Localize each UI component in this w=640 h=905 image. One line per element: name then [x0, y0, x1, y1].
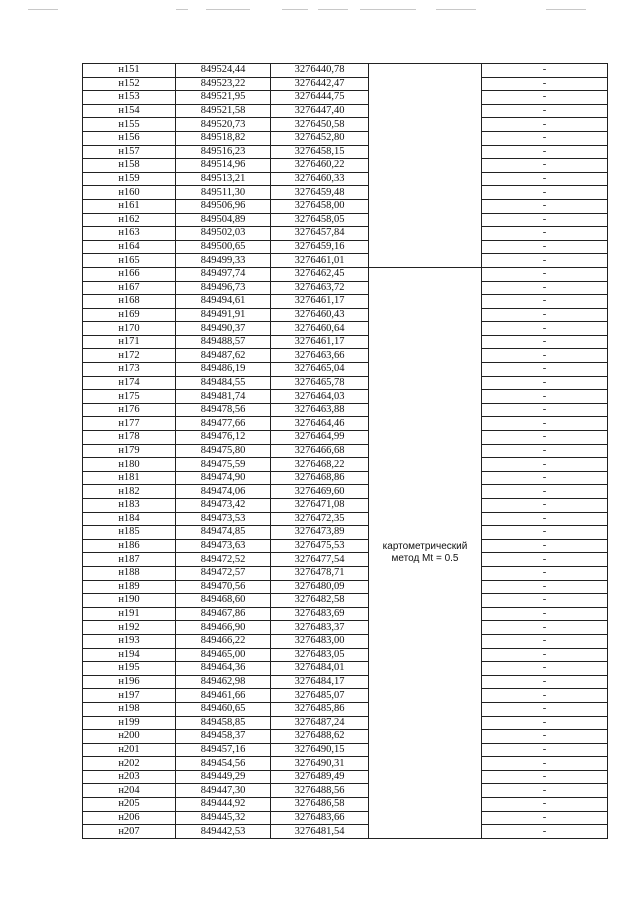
description-cell: -: [482, 526, 608, 540]
table-row: [83, 403, 608, 417]
description-cell: -: [482, 91, 608, 105]
x-coordinate-cell: 849481,74: [176, 390, 271, 404]
point-name-cell: н205: [83, 798, 176, 812]
table-row: [83, 675, 608, 689]
x-coordinate-cell: 849461,66: [176, 689, 271, 703]
x-coordinate-cell: 849454,56: [176, 757, 271, 771]
y-coordinate-cell: 3276483,00: [271, 634, 369, 648]
x-coordinate-cell: 849513,21: [176, 172, 271, 186]
point-name-cell: н182: [83, 485, 176, 499]
x-coordinate-cell: 849442,53: [176, 825, 271, 839]
point-name-cell: н160: [83, 186, 176, 200]
x-coordinate-cell: 849478,56: [176, 403, 271, 417]
y-coordinate-cell: 3276483,05: [271, 648, 369, 662]
point-name-cell: н201: [83, 743, 176, 757]
y-coordinate-cell: 3276483,69: [271, 607, 369, 621]
x-coordinate-cell: 849468,60: [176, 594, 271, 608]
point-name-cell: н191: [83, 607, 176, 621]
description-cell: -: [482, 267, 608, 281]
y-coordinate-cell: 3276466,68: [271, 444, 369, 458]
description-cell: -: [482, 131, 608, 145]
table-row: [83, 757, 608, 771]
point-name-cell: н200: [83, 730, 176, 744]
y-coordinate-cell: 3276487,24: [271, 716, 369, 730]
table-row: [83, 553, 608, 567]
table-row: [83, 118, 608, 132]
description-cell: -: [482, 417, 608, 431]
point-name-cell: н196: [83, 675, 176, 689]
description-cell: -: [482, 104, 608, 118]
y-coordinate-cell: 3276483,37: [271, 621, 369, 635]
point-name-cell: н166: [83, 267, 176, 281]
point-name-cell: н179: [83, 444, 176, 458]
point-name-cell: н156: [83, 131, 176, 145]
point-name-cell: н152: [83, 77, 176, 91]
table-row: [83, 104, 608, 118]
point-name-cell: н185: [83, 526, 176, 540]
y-coordinate-cell: 3276480,09: [271, 580, 369, 594]
point-name-cell: н194: [83, 648, 176, 662]
y-coordinate-cell: 3276478,71: [271, 566, 369, 580]
x-coordinate-cell: 849520,73: [176, 118, 271, 132]
point-name-cell: н187: [83, 553, 176, 567]
table-row: [83, 295, 608, 309]
point-name-cell: н202: [83, 757, 176, 771]
table-row: [83, 64, 608, 78]
table-row: [83, 621, 608, 635]
table-row: [83, 417, 608, 431]
description-cell: -: [482, 634, 608, 648]
coordinates-table-body: [83, 64, 608, 839]
point-name-cell: н204: [83, 784, 176, 798]
y-coordinate-cell: 3276484,01: [271, 662, 369, 676]
point-name-cell: н181: [83, 471, 176, 485]
description-cell: -: [482, 825, 608, 839]
x-coordinate-cell: 849518,82: [176, 131, 271, 145]
x-coordinate-cell: 849477,66: [176, 417, 271, 431]
description-cell: -: [482, 363, 608, 377]
table-row: [83, 267, 608, 281]
description-cell: -: [482, 784, 608, 798]
description-cell: -: [482, 757, 608, 771]
y-coordinate-cell: 3276472,35: [271, 512, 369, 526]
point-name-cell: н198: [83, 702, 176, 716]
description-cell: -: [482, 227, 608, 241]
point-name-cell: н168: [83, 295, 176, 309]
x-coordinate-cell: 849465,00: [176, 648, 271, 662]
table-row: [83, 634, 608, 648]
x-coordinate-cell: 849521,58: [176, 104, 271, 118]
point-name-cell: н195: [83, 662, 176, 676]
table-row: [83, 648, 608, 662]
y-coordinate-cell: 3276488,62: [271, 730, 369, 744]
point-name-cell: н183: [83, 499, 176, 513]
point-name-cell: н161: [83, 199, 176, 213]
table-row: [83, 349, 608, 363]
description-cell: -: [482, 648, 608, 662]
y-coordinate-cell: 3276459,48: [271, 186, 369, 200]
description-cell: -: [482, 512, 608, 526]
y-coordinate-cell: 3276442,47: [271, 77, 369, 91]
description-cell: -: [482, 798, 608, 812]
point-name-cell: н180: [83, 458, 176, 472]
point-name-cell: н169: [83, 308, 176, 322]
description-cell: -: [482, 730, 608, 744]
point-name-cell: н157: [83, 145, 176, 159]
point-name-cell: н178: [83, 431, 176, 445]
method-text-line1: картометрический: [382, 540, 468, 552]
table-row: [83, 743, 608, 757]
x-coordinate-cell: 849464,36: [176, 662, 271, 676]
description-cell: -: [482, 662, 608, 676]
table-row: [83, 526, 608, 540]
description-cell: -: [482, 716, 608, 730]
description-cell: -: [482, 444, 608, 458]
description-cell: -: [482, 485, 608, 499]
x-coordinate-cell: 849476,12: [176, 431, 271, 445]
y-coordinate-cell: 3276485,07: [271, 689, 369, 703]
x-coordinate-cell: 849466,90: [176, 621, 271, 635]
description-cell: -: [482, 702, 608, 716]
x-coordinate-cell: 849474,85: [176, 526, 271, 540]
y-coordinate-cell: 3276484,17: [271, 675, 369, 689]
description-cell: -: [482, 335, 608, 349]
x-coordinate-cell: 849521,95: [176, 91, 271, 105]
y-coordinate-cell: 3276490,31: [271, 757, 369, 771]
description-cell: -: [482, 580, 608, 594]
x-coordinate-cell: 849473,63: [176, 539, 271, 553]
point-name-cell: н167: [83, 281, 176, 295]
y-coordinate-cell: 3276460,22: [271, 159, 369, 173]
y-coordinate-cell: 3276483,66: [271, 811, 369, 825]
point-name-cell: н174: [83, 376, 176, 390]
point-name-cell: н203: [83, 770, 176, 784]
x-coordinate-cell: 849457,16: [176, 743, 271, 757]
table-row: [83, 308, 608, 322]
y-coordinate-cell: 3276458,00: [271, 199, 369, 213]
y-coordinate-cell: 3276461,01: [271, 254, 369, 268]
x-coordinate-cell: 849491,91: [176, 308, 271, 322]
y-coordinate-cell: 3276489,49: [271, 770, 369, 784]
method-text-line2: метод Mt = 0.5: [391, 552, 459, 564]
x-coordinate-cell: 849502,03: [176, 227, 271, 241]
y-coordinate-cell: 3276477,54: [271, 553, 369, 567]
point-name-cell: н170: [83, 322, 176, 336]
table-row: [83, 798, 608, 812]
table-row: [83, 431, 608, 445]
x-coordinate-cell: 849497,74: [176, 267, 271, 281]
y-coordinate-cell: 3276460,64: [271, 322, 369, 336]
x-coordinate-cell: 849488,57: [176, 335, 271, 349]
x-coordinate-cell: 849462,98: [176, 675, 271, 689]
point-name-cell: н193: [83, 634, 176, 648]
y-coordinate-cell: 3276460,43: [271, 308, 369, 322]
x-coordinate-cell: 849499,33: [176, 254, 271, 268]
x-coordinate-cell: 849475,59: [176, 458, 271, 472]
description-cell: -: [482, 254, 608, 268]
y-coordinate-cell: 3276459,16: [271, 240, 369, 254]
x-coordinate-cell: 849523,22: [176, 77, 271, 91]
description-cell: -: [482, 349, 608, 363]
y-coordinate-cell: 3276468,86: [271, 471, 369, 485]
y-coordinate-cell: 3276452,80: [271, 131, 369, 145]
description-cell: -: [482, 199, 608, 213]
description-cell: -: [482, 213, 608, 227]
table-row: [83, 499, 608, 513]
table-row: [83, 485, 608, 499]
description-cell: -: [482, 499, 608, 513]
description-cell: -: [482, 145, 608, 159]
method-cell: [369, 267, 482, 838]
point-name-cell: н199: [83, 716, 176, 730]
x-coordinate-cell: 849474,90: [176, 471, 271, 485]
y-coordinate-cell: 3276482,58: [271, 594, 369, 608]
table-row: [83, 227, 608, 241]
table-row: [83, 730, 608, 744]
point-name-cell: н207: [83, 825, 176, 839]
description-cell: -: [482, 675, 608, 689]
description-cell: -: [482, 553, 608, 567]
x-coordinate-cell: 849444,92: [176, 798, 271, 812]
table-row: [83, 199, 608, 213]
table-row: [83, 458, 608, 472]
description-cell: -: [482, 689, 608, 703]
x-coordinate-cell: 849449,29: [176, 770, 271, 784]
x-coordinate-cell: 849494,61: [176, 295, 271, 309]
table-row: [83, 145, 608, 159]
x-coordinate-cell: 849472,57: [176, 566, 271, 580]
description-cell: -: [482, 566, 608, 580]
x-coordinate-cell: 849487,62: [176, 349, 271, 363]
y-coordinate-cell: 3276488,56: [271, 784, 369, 798]
point-name-cell: н192: [83, 621, 176, 635]
description-cell: -: [482, 77, 608, 91]
x-coordinate-cell: 849524,44: [176, 64, 271, 78]
y-coordinate-cell: 3276440,78: [271, 64, 369, 78]
description-cell: -: [482, 743, 608, 757]
description-cell: -: [482, 403, 608, 417]
table-row: [83, 131, 608, 145]
table-row: [83, 471, 608, 485]
y-coordinate-cell: 3276463,66: [271, 349, 369, 363]
y-coordinate-cell: 3276464,03: [271, 390, 369, 404]
description-cell: -: [482, 607, 608, 621]
y-coordinate-cell: 3276475,53: [271, 539, 369, 553]
description-cell: -: [482, 621, 608, 635]
y-coordinate-cell: 3276468,22: [271, 458, 369, 472]
description-cell: -: [482, 322, 608, 336]
table-row: [83, 512, 608, 526]
point-name-cell: н197: [83, 689, 176, 703]
y-coordinate-cell: 3276471,08: [271, 499, 369, 513]
description-cell: -: [482, 186, 608, 200]
x-coordinate-cell: 849504,89: [176, 213, 271, 227]
y-coordinate-cell: 3276465,04: [271, 363, 369, 377]
table-row: [83, 281, 608, 295]
x-coordinate-cell: 849460,65: [176, 702, 271, 716]
point-name-cell: н186: [83, 539, 176, 553]
x-coordinate-cell: 849484,55: [176, 376, 271, 390]
y-coordinate-cell: 3276463,88: [271, 403, 369, 417]
table-row: [83, 322, 608, 336]
x-coordinate-cell: 849473,53: [176, 512, 271, 526]
point-name-cell: н173: [83, 363, 176, 377]
point-name-cell: н163: [83, 227, 176, 241]
y-coordinate-cell: 3276490,15: [271, 743, 369, 757]
table-row: [83, 376, 608, 390]
y-coordinate-cell: 3276469,60: [271, 485, 369, 499]
x-coordinate-cell: 849514,96: [176, 159, 271, 173]
table-row: [83, 566, 608, 580]
y-coordinate-cell: 3276450,58: [271, 118, 369, 132]
description-cell: -: [482, 172, 608, 186]
table-row: [83, 539, 608, 553]
x-coordinate-cell: 849467,86: [176, 607, 271, 621]
table-row: [83, 91, 608, 105]
point-name-cell: н153: [83, 91, 176, 105]
x-coordinate-cell: 849470,56: [176, 580, 271, 594]
x-coordinate-cell: 849472,52: [176, 553, 271, 567]
table-row: [83, 607, 608, 621]
point-name-cell: н176: [83, 403, 176, 417]
description-cell: -: [482, 594, 608, 608]
y-coordinate-cell: 3276457,84: [271, 227, 369, 241]
point-name-cell: н175: [83, 390, 176, 404]
table-row: [83, 784, 608, 798]
point-name-cell: н154: [83, 104, 176, 118]
method-cell-upper: [369, 64, 482, 268]
y-coordinate-cell: 3276461,17: [271, 295, 369, 309]
x-coordinate-cell: 849500,65: [176, 240, 271, 254]
y-coordinate-cell: 3276464,99: [271, 431, 369, 445]
description-cell: -: [482, 308, 608, 322]
table-row: [83, 580, 608, 594]
y-coordinate-cell: 3276485,86: [271, 702, 369, 716]
table-row: [83, 825, 608, 839]
description-cell: -: [482, 770, 608, 784]
description-cell: -: [482, 811, 608, 825]
point-name-cell: н171: [83, 335, 176, 349]
description-cell: -: [482, 281, 608, 295]
point-name-cell: н151: [83, 64, 176, 78]
table-row: [83, 390, 608, 404]
x-coordinate-cell: 849475,80: [176, 444, 271, 458]
table-row: [83, 689, 608, 703]
description-cell: -: [482, 458, 608, 472]
table-row: [83, 254, 608, 268]
point-name-cell: н165: [83, 254, 176, 268]
description-cell: -: [482, 159, 608, 173]
point-name-cell: н159: [83, 172, 176, 186]
description-cell: -: [482, 240, 608, 254]
x-coordinate-cell: 849458,37: [176, 730, 271, 744]
y-coordinate-cell: 3276447,40: [271, 104, 369, 118]
y-coordinate-cell: 3276444,75: [271, 91, 369, 105]
point-name-cell: н162: [83, 213, 176, 227]
y-coordinate-cell: 3276473,89: [271, 526, 369, 540]
x-coordinate-cell: 849486,19: [176, 363, 271, 377]
table-row: [83, 186, 608, 200]
y-coordinate-cell: 3276465,78: [271, 376, 369, 390]
coordinates-table: [82, 63, 608, 839]
table-row: [83, 662, 608, 676]
y-coordinate-cell: 3276463,72: [271, 281, 369, 295]
x-coordinate-cell: 849445,32: [176, 811, 271, 825]
table-row: [83, 363, 608, 377]
y-coordinate-cell: 3276481,54: [271, 825, 369, 839]
x-coordinate-cell: 849496,73: [176, 281, 271, 295]
scan-artifact: [0, 6, 640, 14]
point-name-cell: н164: [83, 240, 176, 254]
description-cell: -: [482, 390, 608, 404]
y-coordinate-cell: 3276460,33: [271, 172, 369, 186]
y-coordinate-cell: 3276458,05: [271, 213, 369, 227]
point-name-cell: н188: [83, 566, 176, 580]
table-row: [83, 172, 608, 186]
point-name-cell: н189: [83, 580, 176, 594]
point-name-cell: н184: [83, 512, 176, 526]
table-row: [83, 702, 608, 716]
y-coordinate-cell: 3276464,46: [271, 417, 369, 431]
table-row: [83, 77, 608, 91]
x-coordinate-cell: 849466,22: [176, 634, 271, 648]
table-row: [83, 811, 608, 825]
x-coordinate-cell: 849490,37: [176, 322, 271, 336]
description-cell: -: [482, 118, 608, 132]
table-row: [83, 594, 608, 608]
y-coordinate-cell: 3276461,17: [271, 335, 369, 349]
x-coordinate-cell: 849506,96: [176, 199, 271, 213]
table-row: [83, 240, 608, 254]
table-row: [83, 159, 608, 173]
y-coordinate-cell: 3276462,45: [271, 267, 369, 281]
point-name-cell: н155: [83, 118, 176, 132]
point-name-cell: н206: [83, 811, 176, 825]
x-coordinate-cell: 849458,85: [176, 716, 271, 730]
point-name-cell: н177: [83, 417, 176, 431]
point-name-cell: н158: [83, 159, 176, 173]
x-coordinate-cell: 849516,23: [176, 145, 271, 159]
x-coordinate-cell: 849474,06: [176, 485, 271, 499]
table-row: [83, 770, 608, 784]
table-row: [83, 444, 608, 458]
point-name-cell: н172: [83, 349, 176, 363]
description-cell: -: [482, 376, 608, 390]
y-coordinate-cell: 3276458,15: [271, 145, 369, 159]
table-row: [83, 335, 608, 349]
description-cell: -: [482, 64, 608, 78]
y-coordinate-cell: 3276486,58: [271, 798, 369, 812]
table-row: [83, 716, 608, 730]
x-coordinate-cell: 849447,30: [176, 784, 271, 798]
table-row: [83, 213, 608, 227]
x-coordinate-cell: 849511,30: [176, 186, 271, 200]
description-cell: -: [482, 431, 608, 445]
description-cell: -: [482, 295, 608, 309]
point-name-cell: н190: [83, 594, 176, 608]
x-coordinate-cell: 849473,42: [176, 499, 271, 513]
description-cell: -: [482, 539, 608, 553]
description-cell: -: [482, 471, 608, 485]
